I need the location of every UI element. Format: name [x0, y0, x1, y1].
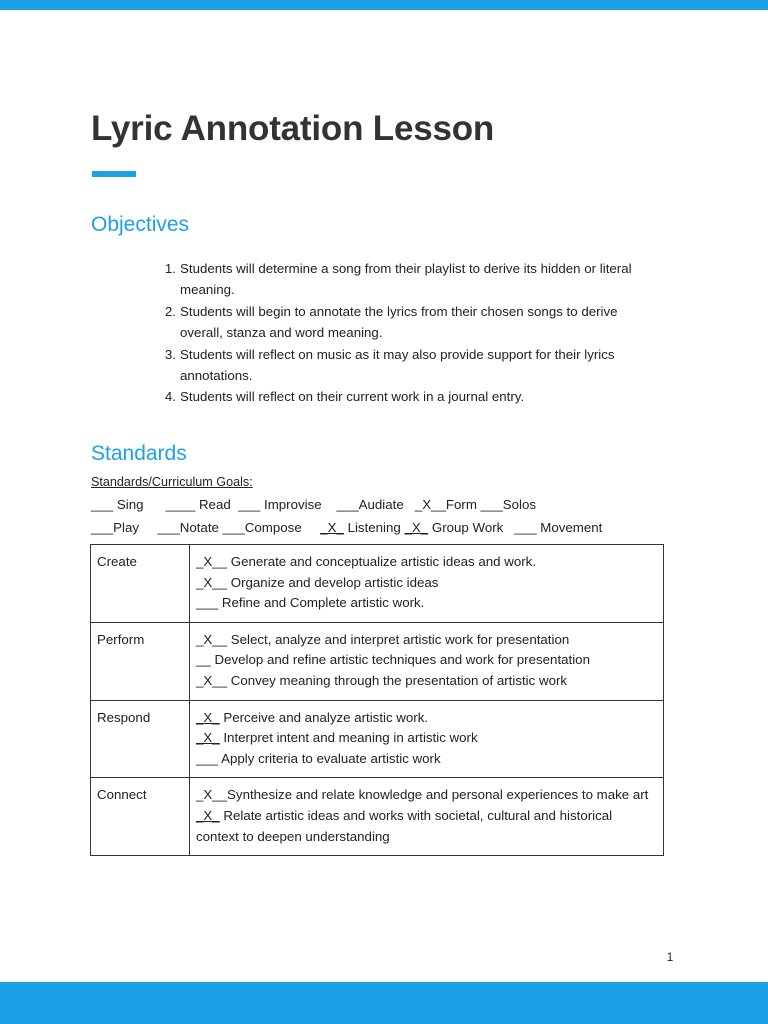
- curriculum-goals-label: Standards/Curriculum Goals:: [91, 475, 253, 489]
- goal-sing: ___ Sing: [91, 497, 144, 512]
- standard-mark: _X_: [196, 730, 220, 746]
- standard-mark: _X_: [196, 709, 220, 725]
- category-cell: Create: [91, 545, 190, 623]
- standard-line: _X__Synthesize and relate knowledge and personal experiences to make art: [196, 787, 649, 803]
- standard-line: _X__ Select, analyze and interpret artistic work for presentation: [196, 631, 570, 647]
- standard-line: _X__ Generate and conceptualize artistic ideas and work.: [196, 554, 537, 569]
- objective-number: 4.: [164, 389, 176, 405]
- objective-text: Students will begin to annotate the lyrics from their chosen songs to derive overall, stanza and word meaning.: [180, 303, 618, 341]
- goal-solos: ___Solos: [480, 497, 537, 512]
- standard-line: [196, 728, 657, 749]
- category-cell: Respond: [91, 700, 190, 778]
- page-number: 1: [666, 950, 674, 964]
- objective-item: [164, 386, 660, 407]
- standards-heading: Standards: [91, 442, 187, 465]
- top-accent-bar: [0, 0, 768, 10]
- goal-listening-mark: _X_: [320, 520, 344, 535]
- objective-item: [164, 344, 660, 387]
- standard-line: _X__ Organize and develop artistic ideas: [196, 574, 439, 590]
- goal-compose: ___Compose: [222, 520, 302, 535]
- standard-text: Perceive and analyze artistic work.: [219, 709, 429, 725]
- table-row: [91, 700, 664, 778]
- goal-notate: ___Notate: [157, 520, 219, 535]
- objective-text: Students will reflect on music as it may also provide support for their lyrics annotations.: [180, 346, 615, 384]
- table-row: [91, 545, 664, 623]
- standard-line: __ Develop and refine artistic techniques and work for presentation: [196, 652, 590, 668]
- standard-text: Interpret intent and meaning in artistic work: [219, 730, 478, 746]
- standard-line: [196, 708, 657, 729]
- goal-improvise: ___ Improvise: [238, 497, 322, 512]
- goal-group-work: Group Work: [428, 520, 504, 535]
- bottom-accent-bar: [0, 982, 768, 1024]
- goal-audiate: ___Audiate: [336, 497, 404, 512]
- standard-line: [196, 806, 657, 847]
- standards-cell: [190, 700, 664, 778]
- objective-item: [164, 301, 660, 344]
- page-title: Lyric Annotation Lesson: [91, 109, 495, 148]
- category-cell: Connect: [91, 778, 190, 856]
- standard-line: _X__ Convey meaning through the presentation of artistic work: [196, 672, 568, 688]
- goal-read: ____ Read: [165, 497, 231, 512]
- standard-text: Relate artistic ideas and works with societal, cultural and historical context to deepen understanding: [196, 807, 613, 844]
- objective-text: Students will determine a song from their playlist to derive its hidden or literal meaning.: [180, 261, 632, 298]
- objective-text: Students will reflect on their current work in a journal entry.: [180, 389, 525, 405]
- objective-item: [164, 258, 660, 301]
- goals-line-1: [91, 497, 536, 512]
- standard-line: ___ Apply criteria to evaluate artistic work: [196, 750, 441, 766]
- goal-groupwork-mark: _X_: [404, 520, 429, 535]
- objectives-list: [164, 258, 660, 408]
- objective-number: 1.: [164, 261, 176, 276]
- table-row: [91, 778, 664, 856]
- standards-cell: [190, 622, 664, 700]
- standard-mark: _X_: [196, 807, 220, 823]
- goal-play: ___Play: [91, 520, 140, 535]
- objective-number: 2.: [164, 303, 176, 319]
- category-cell: Perform: [91, 622, 190, 700]
- table-row: [91, 622, 664, 700]
- standards-cell: [190, 778, 664, 856]
- goal-form: _X__Form: [414, 497, 477, 512]
- goal-listening: Listening: [343, 520, 401, 535]
- goal-movement: ___ Movement: [514, 520, 603, 535]
- title-accent-underline: [92, 171, 136, 177]
- objective-number: 3.: [164, 346, 176, 362]
- standards-cell: [190, 545, 664, 623]
- goals-line-2: [91, 520, 602, 535]
- standards-table: [90, 544, 664, 856]
- objectives-heading: Objectives: [91, 213, 190, 236]
- standard-line: ___ Refine and Complete artistic work.: [196, 595, 425, 611]
